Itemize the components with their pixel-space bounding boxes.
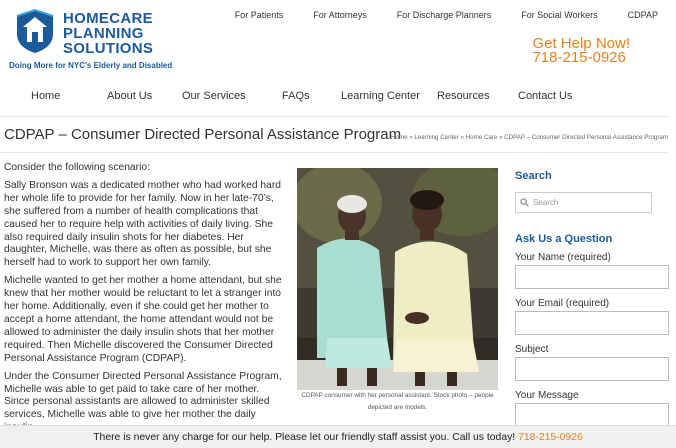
call-to-action-bar xyxy=(0,425,676,448)
get-help-phone[interactable]: 718-215-0926 xyxy=(532,49,626,66)
article-body xyxy=(4,162,287,440)
breadcrumb[interactable]: Home » Learning Center » Home Care » CDPAP – Consumer Directed Personal Assistance Program xyxy=(391,134,668,141)
figure-caption: CDPAP consumer with her personal assistant. Stock photo – people depicted are models. xyxy=(301,392,494,411)
cta-text: There is never any charge for our help. Please let our friendly staff assist you. Call us today! xyxy=(93,432,516,443)
cta-phone[interactable]: 718-215-0926 xyxy=(518,432,583,443)
link-for-patients[interactable]: For Patients xyxy=(234,10,284,20)
logo-tagline: Doing More for NYC's Elderly and Disabled xyxy=(9,61,173,70)
search-heading: Search xyxy=(515,170,552,182)
audience-links xyxy=(205,10,658,20)
nav-contact-us[interactable]: Contact Us xyxy=(518,90,573,102)
search-icon xyxy=(520,198,529,207)
site-logo[interactable] xyxy=(6,5,173,71)
name-label: Your Name (required) xyxy=(515,252,611,263)
search-input[interactable] xyxy=(515,192,652,213)
email-field[interactable] xyxy=(515,311,669,335)
nav-resources[interactable]: Resources xyxy=(437,90,490,102)
nav-divider xyxy=(0,116,668,117)
nav-our-services[interactable]: Our Services xyxy=(182,90,246,102)
link-for-attorneys[interactable]: For Attorneys xyxy=(313,10,367,20)
subject-label: Subject xyxy=(515,344,549,355)
nav-learning-center[interactable]: Learning Center xyxy=(341,90,420,102)
article-paragraph: Consider the following scenario: xyxy=(4,162,150,173)
link-for-discharge-planners[interactable]: For Discharge Planners xyxy=(396,10,492,20)
photo-two-women-seated xyxy=(297,168,498,390)
nav-about-us[interactable]: About Us xyxy=(107,90,153,102)
message-label: Your Message xyxy=(515,390,579,401)
article-paragraph: Sally Bronson was a dedicated mother who had worked hard her whole life to provide for her family. Now in her late-70’s, she suffered from a number of health complications that caused her to require help with activities of daily living. She also required daily insulin shots for her diabetes. Her daughter, Michelle, was there as often as possible, but she herself had to work to support her own family. xyxy=(4,179,282,269)
logo-wordmark: HOMECARE PLANNING SOLUTIONS xyxy=(63,10,154,57)
search-placeholder: Search xyxy=(533,198,559,207)
nav-faqs[interactable]: FAQs xyxy=(282,90,310,102)
link-cdpap[interactable]: CDPAP xyxy=(627,10,658,20)
question-heading: Ask Us a Question xyxy=(515,233,613,245)
article-paragraph: Michelle wanted to get her mother a home attendant, but she knew that her mother would be reluctant to let a stranger into her home. Additionally, even if she could get her mother to accept a home attendant, the home attendant would not be allowed to administer the daily insulin shots that her mother required. Then Michelle discovered the Consumer Directed Personal Assistance Program (CDPAP). xyxy=(4,275,282,364)
link-for-social-workers[interactable]: For Social Workers xyxy=(521,10,598,20)
get-help-label: Get Help Now! xyxy=(532,35,630,52)
subject-field[interactable] xyxy=(515,357,669,381)
title-divider xyxy=(0,152,668,153)
name-field[interactable] xyxy=(515,265,669,289)
nav-home[interactable]: Home xyxy=(31,90,61,102)
sidebar xyxy=(515,170,669,443)
house-shield-icon xyxy=(13,8,57,54)
page-title: CDPAP – Consumer Directed Personal Assistance Program xyxy=(4,126,402,143)
article-figure xyxy=(297,168,498,414)
article-paragraph: Under the Consumer Directed Personal Assistance Program, Michelle was able to get paid to take care of her mother. Since personal assistants are allowed to administer skilled services, Michelle was able to give her mother the daily xyxy=(4,370,282,421)
get-help-callout[interactable] xyxy=(532,37,630,65)
email-label: Your Email (required) xyxy=(515,298,610,309)
